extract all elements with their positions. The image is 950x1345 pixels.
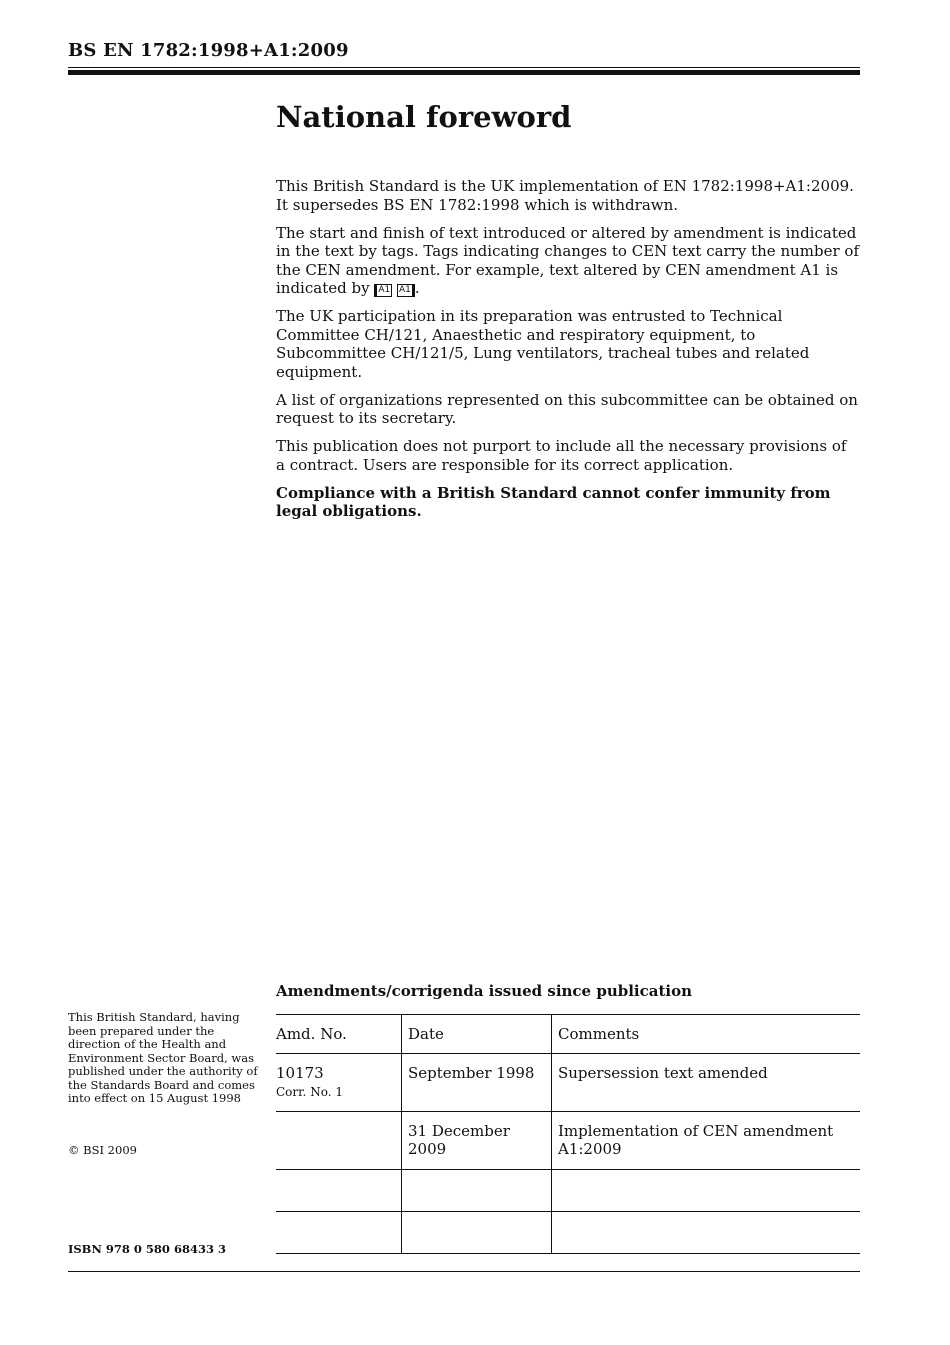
column-header-comments: Comments: [552, 1015, 861, 1054]
table-header-row: [276, 1015, 860, 1054]
copyright-notice: © BSI 2009: [68, 1143, 137, 1157]
column-header-amd-no: Amd. No.: [276, 1015, 402, 1054]
date-cell: 31 December 2009: [402, 1112, 552, 1170]
paragraph-committee: The UK participation in its preparation was entrusted to Technical Committee CH/121, Anaesthetic and respiratory equipment, to Subcommittee CH/121/5, Lung ventilators, tracheal tubes and related equipment.: [276, 307, 810, 381]
footer-rule: [68, 1271, 860, 1272]
foreword-body: [276, 177, 860, 530]
amd-no-cell: [276, 1212, 402, 1254]
header-rule-thin: [68, 67, 860, 68]
paragraph-contract: This publication does not purport to include all the necessary provisions of a contract. Users are responsible for its correct application.: [276, 437, 847, 474]
amendment-tags-suffix: .: [414, 279, 420, 297]
amendment-start-tag-icon: A1: [374, 284, 392, 297]
comments-cell: Implementation of CEN amendment A1:2009: [552, 1112, 861, 1170]
amd-no-cell: [276, 1170, 402, 1212]
table-row: [276, 1054, 860, 1112]
isbn: ISBN 978 0 580 68433 3: [68, 1242, 226, 1256]
page-title: National foreword: [276, 100, 572, 134]
paragraph-amendment-tags: [276, 224, 860, 298]
publication-note: This British Standard, having been prepared under the direction of the Health and Environment Sector Board, was published under the authority of the Standards Board and comes into effect on 15 August 1998: [68, 1010, 258, 1105]
amd-no-cell: [276, 1112, 402, 1170]
amd-number: 10173: [276, 1064, 324, 1082]
amendment-tags-text: The start and finish of text introduced or altered by amendment is indicated in the text by tags. Tags indicating changes to CEN text carry the number of the CEN amendment. For example, text altered by CEN amendment A1 is indicated by: [276, 223, 860, 297]
table-row-empty: [276, 1170, 860, 1212]
paragraph-implementation: This British Standard is the UK implementation of EN 1782:1998+A1:2009. It supersedes BS EN 1782:1998 which is withdrawn.: [276, 177, 854, 214]
table-row-empty: [276, 1212, 860, 1254]
table-row: [276, 1112, 860, 1170]
date-cell: [402, 1170, 552, 1212]
comments-cell: [552, 1212, 861, 1254]
document-designation: BS EN 1782:1998+A1:2009: [68, 40, 349, 61]
amd-no-cell: [276, 1054, 402, 1112]
amendments-table: [276, 1014, 860, 1254]
amendment-end-tag-icon: A1: [397, 284, 415, 297]
column-header-date: Date: [402, 1015, 552, 1054]
amendments-heading: Amendments/corrigenda issued since publication: [276, 982, 692, 1000]
date-cell: September 1998: [402, 1054, 552, 1112]
comments-cell: [552, 1170, 861, 1212]
corrigendum-number: Corr. No. 1: [276, 1085, 343, 1099]
paragraph-compliance: Compliance with a British Standard cannot confer immunity from legal obligations.: [276, 483, 831, 520]
paragraph-organizations: A list of organizations represented on this subcommittee can be obtained on request to its secretary.: [276, 390, 858, 427]
date-cell: [402, 1212, 552, 1254]
header-rule-thick: [68, 70, 860, 75]
comments-cell: Supersession text amended: [552, 1054, 861, 1112]
